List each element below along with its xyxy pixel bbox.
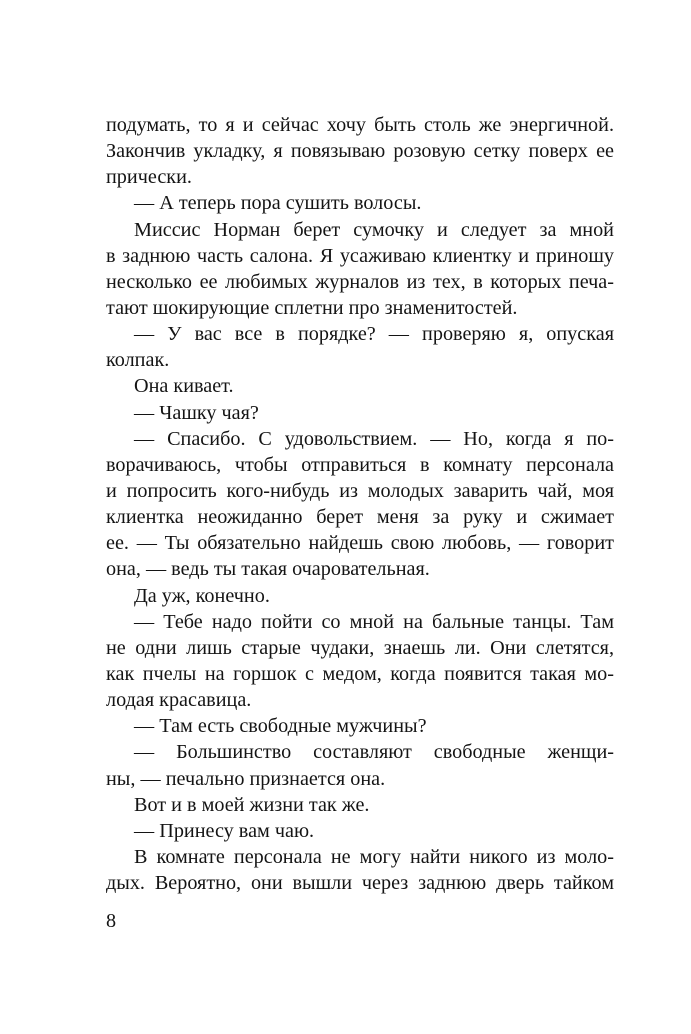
text-line: в заднюю часть салона. Я усаживаю клиентку и приношу (106, 244, 614, 267)
text-line: — Принесу вам чаю. (134, 819, 315, 842)
text-line: колпак. (106, 349, 170, 372)
text-line: как пчелы на горшок с медом, когда появится такая мо- (106, 662, 614, 685)
text-line: — У вас все в порядке? — проверяю я, опуская (134, 323, 614, 346)
text-line: В комнате персонала не могу найти никого из моло- (134, 845, 614, 868)
text-line: — Большинство составляют свободные женщи- (134, 741, 614, 764)
text-line: — Тебе надо пойти со мной на бальные танцы. Там (134, 610, 614, 633)
text-line: Закончив укладку, я повязываю розовую сетку поверх ее (106, 140, 614, 163)
text-line: ворачиваюсь, чтобы отправиться в комнату персонала (106, 453, 614, 476)
text-line: Она кивает. (134, 375, 234, 398)
text-line: Да уж, конечно. (134, 584, 270, 607)
text-line: тают шокирующие сплетни про знаменитостей. (106, 296, 518, 319)
text-line: ны, — печально признается она. (106, 767, 386, 790)
page-body (106, 112, 614, 896)
text-line: подумать, то я и сейчас хочу быть столь же энергичной. (106, 114, 614, 136)
text-line: Миссис Норман берет сумочку и следует за мной (134, 218, 614, 241)
text-line: клиентка неожиданно берет меня за руку и сжимает (106, 506, 614, 529)
page-number: 8 (106, 910, 117, 932)
text-line: прически. (106, 166, 192, 189)
text-line: дых. Вероятно, они вышли через заднюю дверь тайком (106, 872, 614, 895)
text-line: — Чашку чая? (134, 401, 259, 424)
text-line: — Там есть свободные мужчины? (134, 715, 427, 738)
text-line: несколько ее любимых журналов из тех, в которых печа- (106, 270, 614, 293)
text-line: не одни лишь старые чудаки, знаешь ли. Они слетятся, (106, 636, 614, 659)
text-line: ее. — Ты обязательно найдешь свою любовь, — говорит (106, 532, 614, 555)
text-line: — Спасибо. С удовольствием. — Но, когда я по- (134, 427, 614, 450)
text-line: Вот и в моей жизни так же. (134, 793, 370, 816)
text-line: — А теперь пора сушить волосы. (134, 192, 422, 215)
text-line: она, — ведь ты такая очаровательная. (106, 558, 430, 581)
text-line: лодая красавица. (106, 689, 252, 712)
text-line: и попросить кого-нибудь из молодых заварить чай, моя (106, 479, 614, 502)
